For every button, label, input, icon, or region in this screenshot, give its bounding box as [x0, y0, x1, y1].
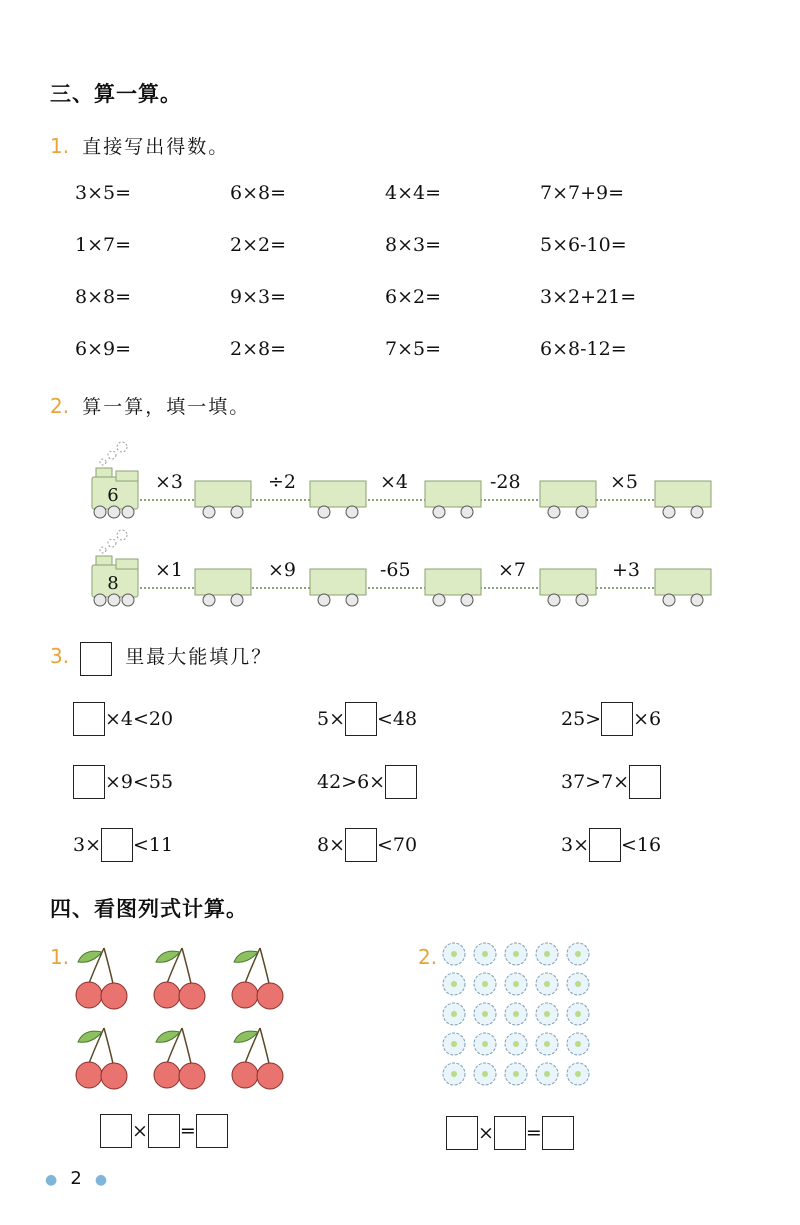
calc-item[interactable]: 8×3= — [385, 234, 442, 256]
calc-item[interactable]: 6×8-12= — [540, 338, 627, 360]
train-2-op-4: ×7 — [498, 559, 527, 581]
page-number: ● 2 ● — [45, 1168, 108, 1189]
question-1-text: 直接写出得数。 — [82, 136, 230, 158]
train-car-input[interactable] — [654, 568, 712, 608]
train-car-input[interactable] — [539, 480, 597, 520]
calc-item[interactable]: 7×5= — [385, 338, 442, 360]
train-1-start-value: 6 — [107, 485, 119, 506]
question-2-header — [50, 392, 250, 419]
answer-box[interactable] — [345, 828, 377, 862]
train-1-op-4: -28 — [490, 471, 521, 493]
calc-item[interactable]: 6×2= — [385, 286, 442, 308]
answer-box[interactable] — [148, 1114, 180, 1148]
train-2-op-2: ×9 — [268, 559, 297, 581]
picture-problem-2-number: 2. — [418, 945, 438, 969]
answer-box[interactable] — [589, 828, 621, 862]
inequality-item: 37>7× — [561, 763, 661, 799]
train-1-op-1: ×3 — [155, 471, 184, 493]
answer-box[interactable] — [542, 1116, 574, 1150]
cherries-illustration-icon — [68, 940, 298, 1090]
calc-item[interactable]: 2×8= — [230, 338, 287, 360]
calc-item[interactable]: 2×2= — [230, 234, 287, 256]
dot-icon: ● — [45, 1172, 58, 1188]
train-car-input[interactable] — [194, 480, 252, 520]
blank-box-icon — [80, 642, 112, 676]
answer-box[interactable] — [100, 1114, 132, 1148]
inequality-item: 3× <11 — [73, 826, 173, 862]
calc-item[interactable]: 4×4= — [385, 182, 442, 204]
calc-item[interactable]: 9×3= — [230, 286, 287, 308]
train-car-input[interactable] — [654, 480, 712, 520]
train-1-op-5: ×5 — [610, 471, 639, 493]
flowers-grid-icon — [440, 940, 595, 1090]
answer-box[interactable] — [494, 1116, 526, 1150]
calc-item[interactable]: 8×8= — [75, 286, 132, 308]
inequality-item: 8× <70 — [317, 826, 417, 862]
train-car-input[interactable] — [309, 568, 367, 608]
dot-icon: ● — [94, 1172, 108, 1188]
calc-item[interactable]: 3×5= — [75, 182, 132, 204]
calc-item[interactable]: 6×9= — [75, 338, 132, 360]
inequality-item: 42>6× — [317, 763, 417, 799]
calc-item[interactable]: 6×8= — [230, 182, 287, 204]
answer-box[interactable] — [101, 828, 133, 862]
train-car-input[interactable] — [194, 568, 252, 608]
train-car-input[interactable] — [539, 568, 597, 608]
question-2-number: 2. — [50, 394, 70, 418]
calc-item[interactable]: 5×6-10= — [540, 234, 627, 256]
answer-box[interactable] — [196, 1114, 228, 1148]
inequality-item: 5× <48 — [317, 700, 417, 736]
answer-box[interactable] — [73, 765, 105, 799]
calc-item[interactable]: 3×2+21= — [540, 286, 637, 308]
answer-box[interactable] — [629, 765, 661, 799]
picture-problem-2-equation: × = — [446, 1114, 574, 1150]
section-3-title: 三、算一算。 — [50, 82, 182, 106]
train-2 — [0, 523, 800, 613]
answer-box[interactable] — [385, 765, 417, 799]
train-1-op-3: ×4 — [380, 471, 409, 493]
locomotive-icon — [88, 435, 144, 523]
answer-box[interactable] — [446, 1116, 478, 1150]
question-3-text: 里最大能填几？ — [125, 646, 273, 668]
train-2-op-3: -65 — [380, 559, 411, 581]
answer-box[interactable] — [345, 702, 377, 736]
inequality-item: 3× <16 — [561, 826, 661, 862]
calc-item[interactable]: 7×7+9= — [540, 182, 625, 204]
train-2-start-value: 8 — [107, 573, 119, 594]
train-2-op-5: +3 — [612, 559, 641, 581]
section-4-title: 四、看图列式计算。 — [50, 897, 248, 921]
question-1-number: 1. — [50, 134, 70, 158]
picture-problem-1-number: 1. — [50, 945, 70, 969]
calc-item[interactable]: 1×7= — [75, 234, 132, 256]
train-car-input[interactable] — [424, 568, 482, 608]
question-2-text: 算一算，填一填。 — [82, 396, 251, 418]
inequality-item: ×9<55 — [73, 763, 173, 799]
inequality-item: 25> ×6 — [561, 700, 661, 736]
locomotive-icon — [88, 523, 144, 611]
question-1-header — [50, 132, 229, 159]
train-car-input[interactable] — [424, 480, 482, 520]
picture-problem-1-equation: × = — [100, 1112, 228, 1148]
train-1-op-2: ÷2 — [268, 471, 297, 493]
train-1 — [0, 435, 800, 525]
inequality-item: ×4<20 — [73, 700, 173, 736]
train-car-input[interactable] — [309, 480, 367, 520]
question-3-header — [50, 638, 272, 674]
question-3-number: 3. — [50, 644, 70, 668]
answer-box[interactable] — [73, 702, 105, 736]
train-2-op-1: ×1 — [155, 559, 184, 581]
answer-box[interactable] — [601, 702, 633, 736]
